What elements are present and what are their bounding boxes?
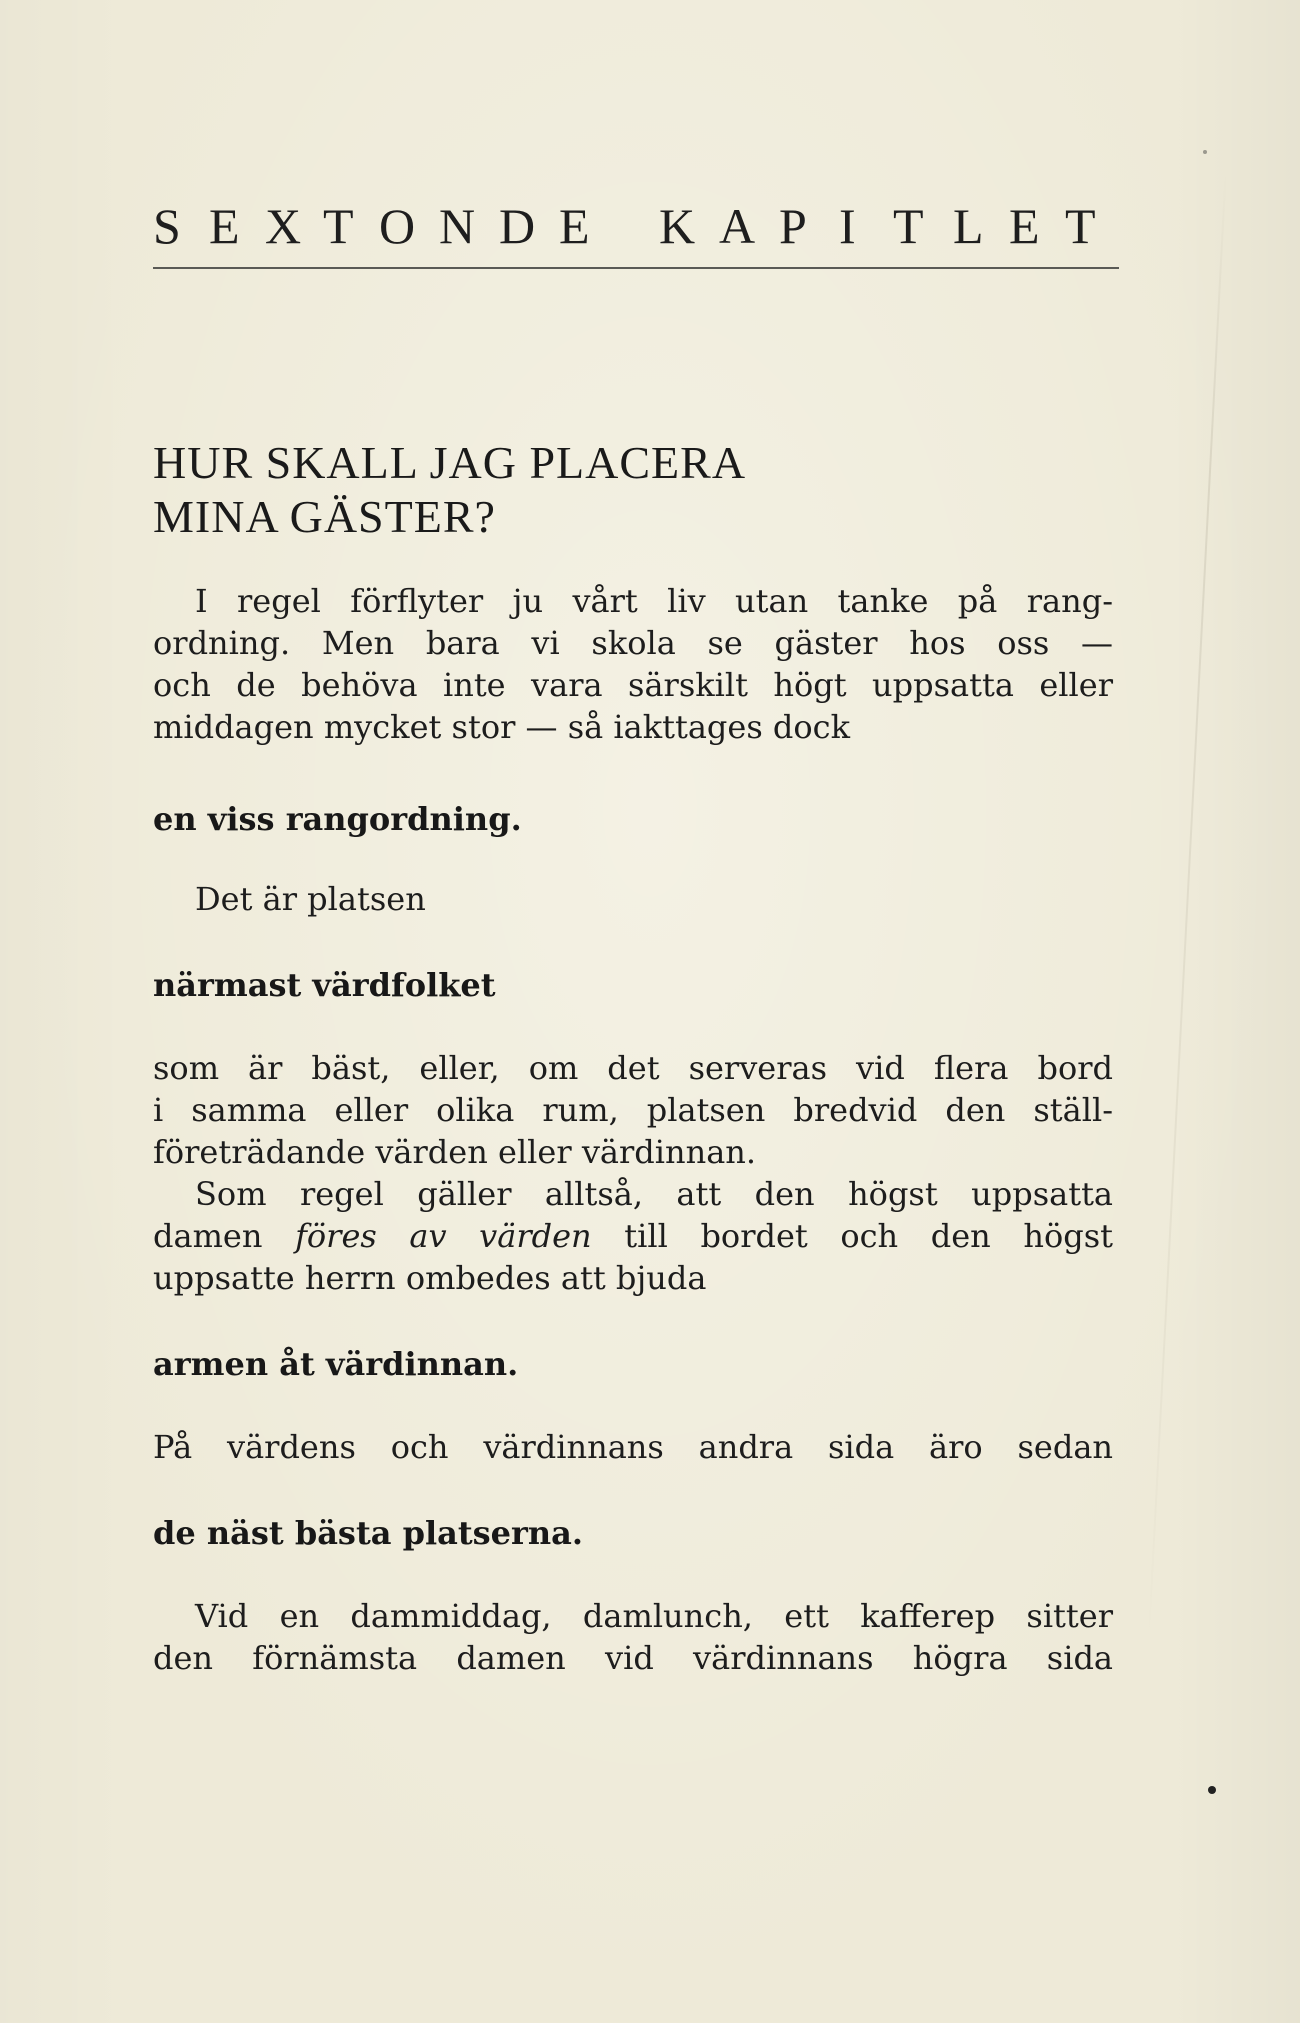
paragraph-intro bbox=[153, 580, 1113, 748]
paragraph-line: företrädande värden eller värdinnan. bbox=[153, 1133, 757, 1171]
emphasis-line: en viss rangordning. bbox=[153, 800, 522, 838]
paragraph-line: middagen mycket stor — så iakttages dock bbox=[153, 708, 850, 746]
ink-speck bbox=[1208, 1786, 1216, 1794]
chapter-title-letter: A bbox=[719, 198, 756, 254]
paragraph-line: Det är platsen bbox=[195, 880, 426, 918]
paragraph-next bbox=[153, 1426, 1113, 1468]
paragraph-line: och de behöva inte vara särskilt högt uppsatta eller bbox=[153, 666, 1113, 704]
paragraph-line: den förnämsta damen vid värdinnans högra sida bbox=[153, 1639, 1113, 1677]
chapter-title-letter: T bbox=[323, 198, 354, 254]
emphasis-line: närmast värdfolket bbox=[153, 966, 496, 1004]
chapter-title-letter: S bbox=[153, 198, 181, 254]
text-segment: till bordet och den högst bbox=[624, 1217, 1114, 1255]
paragraph-line: På värdens och värdinnans andra sida äro sedan bbox=[153, 1428, 1113, 1466]
paragraph-line-with-italic bbox=[153, 1215, 1113, 1257]
paragraph-rule bbox=[153, 1173, 1113, 1299]
chapter-title-letter: T bbox=[893, 198, 924, 254]
paragraph-ladies bbox=[153, 1595, 1113, 1679]
section-heading-line: HUR SKALL JAG PLACERA bbox=[153, 437, 747, 488]
chapter-title-letter: I bbox=[839, 198, 856, 254]
chapter-title-letter: X bbox=[265, 198, 302, 254]
chapter-rule-divider bbox=[153, 267, 1119, 269]
paragraph-line: I regel förflyter ju vårt liv utan tanke på rang- bbox=[195, 582, 1113, 620]
chapter-title-letter: K bbox=[659, 198, 696, 254]
page-crease bbox=[1147, 171, 1226, 1649]
text-segment: damen bbox=[153, 1217, 263, 1255]
italic-text: föres av värden bbox=[295, 1217, 592, 1255]
chapter-title-letter: D bbox=[499, 198, 536, 254]
chapter-title-letter: L bbox=[953, 198, 984, 254]
section-heading-line: MINA GÄSTER? bbox=[153, 491, 496, 542]
paragraph-line: Som regel gäller alltså, att den högst uppsatta bbox=[195, 1175, 1113, 1213]
paragraph-line: Vid en dammiddag, damlunch, ett kafferep sitter bbox=[195, 1597, 1113, 1635]
paragraph-line: uppsatte herrn ombedes att bjuda bbox=[153, 1259, 707, 1297]
chapter-title-letter: E bbox=[1009, 198, 1040, 254]
emphasis-line: armen åt värdinnan. bbox=[153, 1345, 519, 1383]
paragraph-line: som är bäst, eller, om det serveras vid flera bord bbox=[153, 1049, 1113, 1087]
ink-speck bbox=[1203, 150, 1207, 154]
chapter-title-letter: O bbox=[379, 198, 416, 254]
paragraph-line: ordning. Men bara vi skola se gäster hos oss — bbox=[153, 624, 1113, 662]
chapter-title-letter: E bbox=[209, 198, 240, 254]
paragraph-line: i samma eller olika rum, platsen bredvid den ställ- bbox=[153, 1091, 1113, 1129]
emphasis-line: de näst bästa platserna. bbox=[153, 1514, 584, 1552]
section-heading bbox=[153, 436, 1119, 544]
chapter-title-letter: N bbox=[439, 198, 476, 254]
chapter-title-letter: P bbox=[779, 198, 807, 254]
chapter-title-letter: E bbox=[559, 198, 590, 254]
paragraph-best-seat bbox=[153, 1047, 1113, 1173]
chapter-title-letter: T bbox=[1065, 198, 1096, 254]
